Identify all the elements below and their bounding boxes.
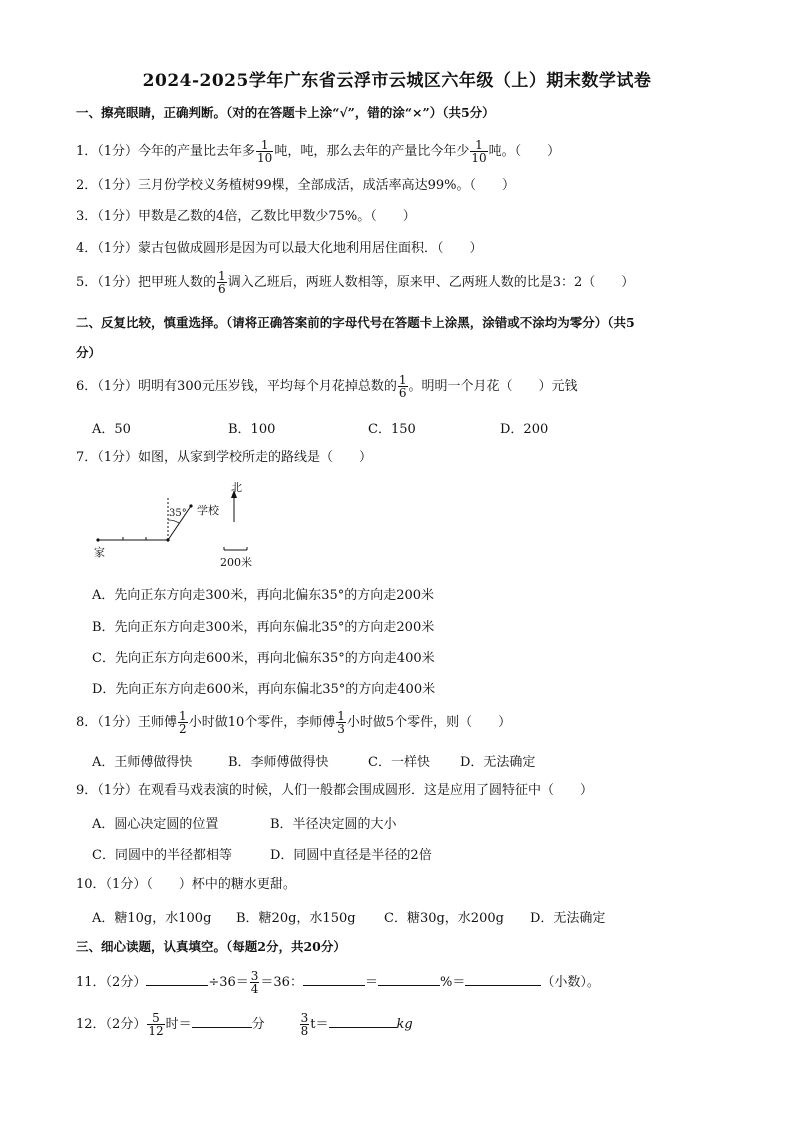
q10-option-d[interactable]: D．无法确定 bbox=[530, 911, 606, 926]
q12-text-d: t＝ bbox=[310, 1017, 329, 1032]
question-9: 9．（1分）在观看马戏表演的时候，人们一般都会围成圆形．这是应用了圆特征中（ ） bbox=[76, 783, 594, 798]
answer-blank[interactable] bbox=[192, 1013, 252, 1028]
q8-text-a: 8．（1分）王师傅 bbox=[76, 715, 178, 730]
question-4: 4．（1分）蒙古包做成圆形是因为可以最大化地利用居住面积．（ ） bbox=[76, 241, 483, 256]
section1-header: 一、擦亮眼睛，正确判断。（对的在答题卡上涂“√”，错的涂“×”）（共5分） bbox=[76, 105, 495, 120]
q6-option-d[interactable]: D．200 bbox=[500, 422, 549, 437]
school-point bbox=[189, 504, 192, 507]
q10-option-c[interactable]: C．糖30g，水200g bbox=[384, 911, 504, 926]
q5-text-b: 调入乙班后，两班人数相等，原来甲、乙两班人数的比是3：2（ ） bbox=[227, 275, 635, 290]
q8-text-b: 小时做10个零件，李师傅 bbox=[188, 715, 336, 730]
angle-label: 35° bbox=[169, 508, 187, 519]
q7-option-c[interactable]: C．先向正东方向走600米，再向北偏东35°的方向走400米 bbox=[92, 651, 435, 666]
q9-option-d[interactable]: D．同圆中直径是半径的2倍 bbox=[270, 848, 432, 863]
fraction: $\frac{1}{3}$ bbox=[337, 709, 345, 736]
q6-option-c[interactable]: C．150 bbox=[368, 422, 416, 437]
q12-text-c: 分 bbox=[251, 1017, 265, 1032]
q5-text-a: 5．（1分）把甲班人数的 bbox=[76, 275, 217, 290]
question-6 bbox=[76, 374, 578, 399]
fraction: $\frac{1}{10}$ bbox=[471, 138, 487, 165]
fraction: $\frac{1}{10}$ bbox=[257, 138, 273, 165]
fraction: $\frac{3}{4}$ bbox=[250, 969, 259, 996]
fraction: $\frac{1}{2}$ bbox=[179, 709, 187, 736]
fraction: $\frac{5}{12}$ bbox=[148, 1011, 164, 1038]
section2-header-line1: 二、反复比较，慎重选择。（请将正确答案前的字母代号在答题卡上涂黑，涂错或不涂均为零分）（共5 bbox=[76, 315, 635, 330]
q10-option-a[interactable]: A．糖10g，水100g bbox=[92, 911, 212, 926]
q9-option-b[interactable]: B．半径决定圆的大小 bbox=[270, 817, 397, 832]
section3-header: 三、细心读题，认真填空。（每题2分，共20分） bbox=[76, 939, 346, 954]
home-point bbox=[96, 538, 99, 541]
question-10: 10．（1分）（ ）杯中的糖水更甜。 bbox=[76, 877, 296, 892]
q6-text-a: 6．（1分）明明有300元压岁钱，平均每个月花掉总数的 bbox=[76, 379, 397, 394]
question-11 bbox=[76, 970, 600, 995]
page-title: 2024-2025学年广东省云浮市云城区六年级（上）期末数学试卷 bbox=[142, 71, 652, 91]
answer-blank[interactable] bbox=[329, 1013, 397, 1028]
q11-text-c: ＝36： bbox=[260, 975, 303, 990]
q9-option-c[interactable]: C．同圆中的半径都相等 bbox=[92, 848, 232, 863]
q1-text-c: 吨。（ ） bbox=[488, 144, 561, 159]
q9-option-a[interactable]: A．圆心决定圆的位置 bbox=[92, 817, 219, 832]
question-8 bbox=[76, 710, 511, 735]
q11-text-a: 11．（2分） bbox=[76, 975, 147, 990]
question-12 bbox=[76, 1012, 413, 1037]
q6-option-a[interactable]: A．50 bbox=[92, 422, 131, 437]
scale-label: 200米 bbox=[220, 556, 252, 569]
q7-option-b[interactable]: B．先向正东方向走300米，再向东偏北35°的方向走200米 bbox=[92, 620, 435, 635]
q12-unit: kg bbox=[396, 1017, 413, 1032]
fraction: $\frac{1}{6}$ bbox=[218, 269, 226, 296]
angle-arc bbox=[168, 520, 179, 523]
q11-text-b: ÷36＝ bbox=[208, 975, 249, 990]
q8-option-c[interactable]: C．一样快 bbox=[368, 755, 430, 770]
question-2: 2．（1分）三月份学校义务植树99棵，全部成活，成活率高达99%。（ ） bbox=[76, 178, 515, 193]
fraction: $\frac{3}{8}$ bbox=[300, 1011, 309, 1038]
question-7: 7．（1分）如图，从家到学校所走的路线是（ ） bbox=[76, 450, 373, 465]
question-3: 3．（1分）甲数是乙数的4倍，乙数比甲数少75%。（ ） bbox=[76, 209, 416, 224]
q11-text-f: （小数）。 bbox=[541, 975, 600, 990]
q11-text-e: %＝ bbox=[439, 975, 466, 990]
answer-blank[interactable] bbox=[146, 971, 208, 986]
q10-option-b[interactable]: B．糖20g，水150g bbox=[236, 911, 356, 926]
route-diagram bbox=[92, 474, 272, 574]
question-1 bbox=[76, 139, 560, 164]
q8-text-c: 小时做5个零件，则（ ） bbox=[346, 715, 512, 730]
q1-text-b: 吨，吨，那么去年的产量比今年少 bbox=[274, 144, 470, 159]
q6-text-b: 。明明一个月花（ ）元钱 bbox=[408, 379, 578, 394]
question-5 bbox=[76, 270, 634, 295]
section2-header-line2: 分） bbox=[76, 345, 102, 360]
q11-text-d: ＝ bbox=[364, 975, 378, 990]
q7-option-a[interactable]: A．先向正东方向走300米，再向北偏东35°的方向走200米 bbox=[92, 588, 435, 603]
q6-option-b[interactable]: B．100 bbox=[228, 422, 276, 437]
answer-blank[interactable] bbox=[303, 971, 365, 986]
answer-blank[interactable] bbox=[465, 971, 541, 986]
q8-option-b[interactable]: B．李师傅做得快 bbox=[228, 755, 329, 770]
answer-blank[interactable] bbox=[378, 971, 440, 986]
q7-option-d[interactable]: D．先向正东方向走600米，再向东偏北35°的方向走400米 bbox=[92, 682, 436, 697]
q1-text-a: 1．（1分）今年的产量比去年多 bbox=[76, 144, 256, 159]
q12-text-a: 12．（2分） bbox=[76, 1017, 147, 1032]
north-label: 北 bbox=[231, 481, 242, 494]
fraction: $\frac{1}{6}$ bbox=[398, 373, 407, 400]
q8-option-a[interactable]: A．王师傅做得快 bbox=[92, 755, 193, 770]
home-label: 家 bbox=[94, 546, 105, 559]
q8-option-d[interactable]: D．无法确定 bbox=[460, 755, 536, 770]
q12-text-b: 时＝ bbox=[165, 1017, 192, 1032]
school-label: 学校 bbox=[197, 504, 219, 517]
